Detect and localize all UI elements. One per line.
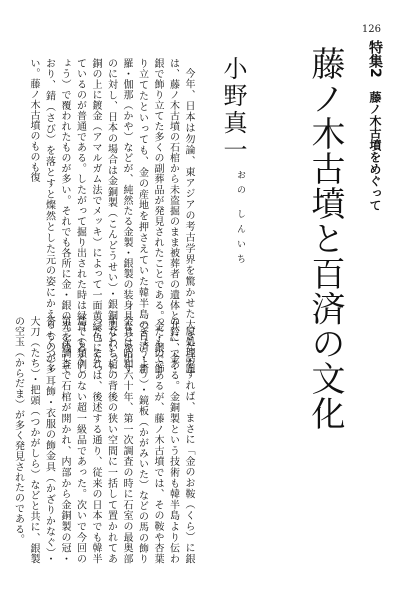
page-number: 126	[361, 24, 381, 35]
series-subtitle: 藤ノ木古墳をめぐって	[368, 90, 382, 211]
article-title: 藤ノ木古墳と百済の文化	[305, 46, 345, 431]
author-byline	[219, 56, 247, 269]
author-name: 小野真一	[219, 56, 247, 164]
body-paragraph: 今年、日本は勿論、東アジアの考古学界を驚かせた大きな話題は、藤ノ木古墳の石棺から未盗掘のまま被葬者の遺体と共に、金・銀で飾り立てた多くの副葬品が発見されたことである。金・銀で飾り立てたといっても、金の産地を押さえていた韓半島の百済・新羅・伽那（かや）などが、純然たる金製・銀製の装身具などを出すのに対し、日本の場合は金銅製（こんどうせい）・銀銅製といった銅の上に鍍金（アマルガム法でメッキ）によって一面黄緑色になっているのが普通である。したがって掘り出された時は緑青（ろくしょう）で覆われたものが多い。それでも各所に金・銀の光を残しており、錆（さび）を落とすと燦然とした元の姿にかえるものが多い。藤ノ木古墳のものも復	[28, 58, 194, 374]
series-label: 特集2	[367, 40, 383, 78]
series-heading	[367, 40, 383, 280]
body-column-lower	[12, 316, 196, 564]
body-paragraph: 原処理をすれば、まさに「金のお鞍（くら）に銀の鈴」である。金銅製という技術も韓半島より伝わったものであるが、藤ノ木古墳では、その鞍や杏葉（ぎょうよう）・鏡板（かがみいた）などの馬の飾り金具は昭和六十年、第一次調査の時に石室の最奥部すなわち棺の背後の狭い空間に一括して置かれてあった。それは、後述する通り、従来の日本でも韓半島でも類例のない超一級品であった。次いで今回の第三次調査で石棺が開かれ、内部から金銅製の冠・沓（くつ）・耳飾・衣服の飾金具（かざりかなぐ）・大刀（たち）・把頭（つかがしら）などと共に、銀製の空玉（からだま）が多く発見されたのである。	[12, 316, 194, 564]
author-ruby: おの しんいち	[235, 170, 245, 269]
